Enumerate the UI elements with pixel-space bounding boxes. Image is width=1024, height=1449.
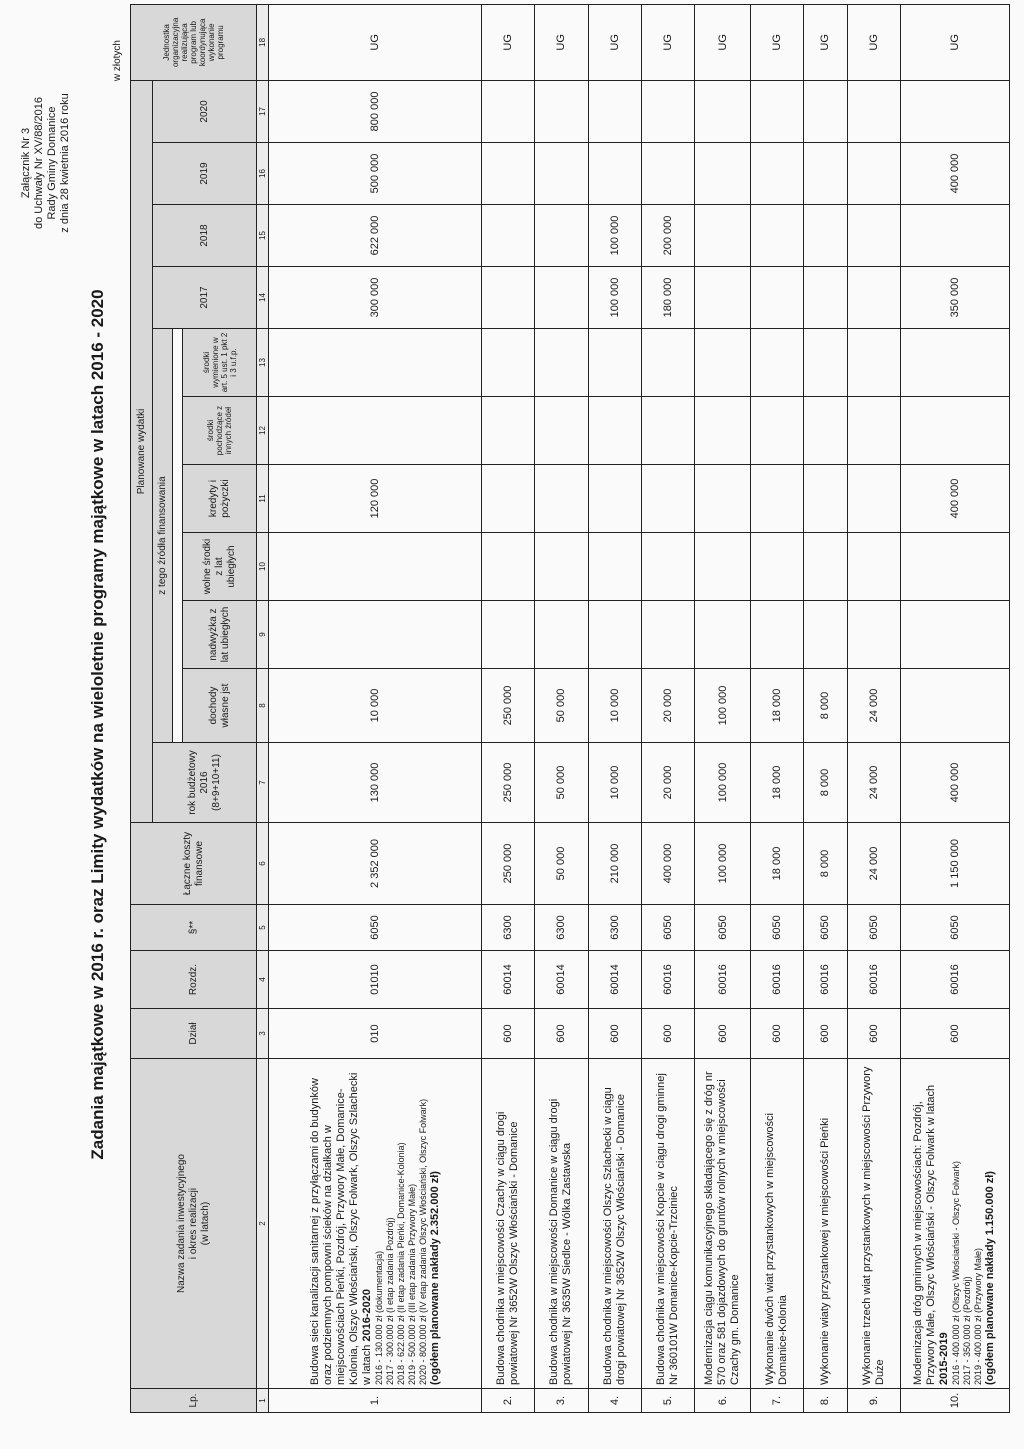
- art-funds-cell: [847, 329, 900, 397]
- total-cost-cell: 50 000: [535, 823, 588, 905]
- surplus-cell: [588, 601, 641, 669]
- free-funds-cell: [804, 533, 848, 601]
- own-income-cell: 18 000: [750, 669, 803, 743]
- year-2017-cell: [535, 267, 588, 329]
- task-name: Wykonanie dwóch wiat przystankowych w miejscowości Domanice-Kolonia: [763, 1113, 789, 1385]
- org-unit-cell: UG: [695, 4, 751, 80]
- year-2020-cell: [847, 80, 900, 142]
- task-name: Budowa chodnika w miejscowości Domanice w ciągu drogi powiatowej Nr 3635W Siedlce - Wólka Zastawska: [548, 1098, 574, 1385]
- other-sources-cell: [535, 397, 588, 465]
- total-cost-cell: 8 000: [804, 823, 848, 905]
- paragraph-cell: 6050: [269, 905, 482, 951]
- attachment-note: [20, 58, 72, 268]
- year-2020-cell: [750, 80, 803, 142]
- task-note: 2018 - 622.000 zł (II etap zadania Pieńki, Domanice-Kolonia): [395, 1142, 406, 1385]
- year-2017-cell: [804, 267, 848, 329]
- year-2020-cell: [535, 80, 588, 142]
- attachment-line: z dnia 28 kwietnia 2016 roku: [59, 93, 71, 233]
- org-unit-cell: UG: [535, 4, 588, 80]
- own-income-cell: 24 000: [847, 669, 900, 743]
- task-note: 2020 - 800.000 zł (IV etap zadania Olszyc Włościański, Olszyc Folwark): [417, 1098, 428, 1385]
- year-2017-cell: 100 000: [588, 267, 641, 329]
- task-name-cell: [695, 1059, 751, 1389]
- budget-2016-cell: 10 000: [588, 743, 641, 823]
- column-number: 17: [257, 80, 269, 142]
- budget-2016-cell: 8 000: [804, 743, 848, 823]
- credits-cell: 120 000: [269, 465, 482, 533]
- year-2017-cell: 180 000: [641, 267, 694, 329]
- year-2020-cell: [482, 80, 535, 142]
- task-name-cell: [482, 1059, 535, 1389]
- own-income-cell: 10 000: [588, 669, 641, 743]
- task-note: 2019 - 400.000 zł (Przywory Małe): [973, 1247, 984, 1385]
- column-number: 6: [257, 823, 269, 905]
- art-funds-cell: [482, 329, 535, 397]
- rozdz-cell: 60016: [641, 951, 694, 1009]
- task-name-cell: [900, 1059, 1009, 1389]
- header-other-sources: środki pochodzące z innych źródeł: [183, 397, 257, 465]
- column-number: 15: [257, 205, 269, 267]
- year-2018-cell: [482, 205, 535, 267]
- table-row: [695, 4, 751, 1412]
- paragraph-cell: 6050: [847, 905, 900, 951]
- column-number: 3: [257, 1009, 269, 1059]
- table-row: [641, 4, 694, 1412]
- total-cost-cell: 2 352 000: [269, 823, 482, 905]
- year-2020-cell: [900, 80, 1009, 142]
- column-number: 4: [257, 951, 269, 1009]
- other-sources-cell: [847, 397, 900, 465]
- attachment-line: Rady Gminy Domanice: [46, 106, 58, 220]
- task-name: Modernizacja dróg gminnych w miejscowościach: Pozdrój, Przywory Małe, Olszyc Włościański - Olszyc Folwark w latach: [912, 1084, 938, 1385]
- table-row: [269, 4, 482, 1412]
- total-cost-cell: 210 000: [588, 823, 641, 905]
- table-row: [847, 4, 900, 1412]
- org-unit-cell: UG: [900, 4, 1009, 80]
- free-funds-cell: [269, 533, 482, 601]
- attachment-line: Załącznik Nr 3: [20, 127, 32, 199]
- header-dzial: Dział: [131, 1009, 257, 1059]
- header-paragraph: §**: [131, 905, 257, 951]
- budget-2016-cell: 400 000: [900, 743, 1009, 823]
- free-funds-cell: [482, 533, 535, 601]
- credits-cell: [641, 465, 694, 533]
- task-name-cell: [269, 1059, 482, 1389]
- header-task-name: [131, 1059, 257, 1389]
- dzial-cell: 600: [750, 1009, 803, 1059]
- row-number: 6.: [695, 1389, 751, 1413]
- free-funds-cell: [900, 533, 1009, 601]
- org-unit-cell: UG: [847, 4, 900, 80]
- column-number: 11: [257, 465, 269, 533]
- year-2019-cell: 500 000: [269, 143, 482, 205]
- dzial-cell: 600: [847, 1009, 900, 1059]
- credits-cell: [588, 465, 641, 533]
- budget-2016-cell: 20 000: [641, 743, 694, 823]
- rozdz-cell: 60016: [847, 951, 900, 1009]
- column-number: 10: [257, 533, 269, 601]
- row-number: 1.: [269, 1389, 482, 1413]
- header-art-funds: środki wymienione w art. 5 ust. 1 pkt 2 i 3 u.f.p.: [183, 329, 257, 397]
- year-2017-cell: [482, 267, 535, 329]
- task-summary: (ogółem planowane nakłady 2.352.000 zł): [428, 1171, 441, 1385]
- year-2017-cell: [695, 267, 751, 329]
- year-2017-cell: 350 000: [900, 267, 1009, 329]
- other-sources-cell: [269, 397, 482, 465]
- year-2020-cell: [641, 80, 694, 142]
- year-2018-cell: [847, 205, 900, 267]
- budget-2016-cell: 100 000: [695, 743, 751, 823]
- paragraph-cell: 6300: [535, 905, 588, 951]
- art-funds-cell: [804, 329, 848, 397]
- column-number: 7: [257, 743, 269, 823]
- task-years: 2015-2019: [938, 1332, 951, 1385]
- column-number: 14: [257, 267, 269, 329]
- own-income-cell: 100 000: [695, 669, 751, 743]
- budget-2016-cell: 50 000: [535, 743, 588, 823]
- other-sources-cell: [750, 397, 803, 465]
- header-budget-year: rok budżetowy 2016 (8+9+10+11): [153, 743, 257, 823]
- year-2019-cell: 400 000: [900, 143, 1009, 205]
- year-2019-cell: [482, 143, 535, 205]
- other-sources-cell: [695, 397, 751, 465]
- row-number: 2.: [482, 1389, 535, 1413]
- rozdz-cell: 60016: [695, 951, 751, 1009]
- document-title: Zadania majątkowe w 2016 r. oraz Limity wydatków na wieloletnie programy majątkowe w latach 2016 - 2020: [88, 289, 107, 1160]
- surplus-cell: [847, 601, 900, 669]
- surplus-cell: [804, 601, 848, 669]
- budget-2016-cell: 130 000: [269, 743, 482, 823]
- column-number-row: [257, 4, 269, 1412]
- header-2017: 2017: [153, 267, 257, 329]
- task-name-cell: [804, 1059, 848, 1389]
- dzial-cell: 010: [269, 1009, 482, 1059]
- dzial-cell: 600: [482, 1009, 535, 1059]
- year-2019-cell: [804, 143, 848, 205]
- table-body: [269, 4, 1010, 1412]
- budget-2016-cell: 18 000: [750, 743, 803, 823]
- row-number: 8.: [804, 1389, 848, 1413]
- rozdz-cell: 60016: [900, 951, 1009, 1009]
- task-name: Modernizacja ciągu komunikacyjnego składającego się z dróg nr 570 oraz 581 dojazdowych do gruntów rolnych w miejscowości Czachy gm. Domanice: [703, 1071, 741, 1385]
- task-name-cell: [535, 1059, 588, 1389]
- task-name: Budowa sieci kanalizacji sanitarnej z przyłączami do budynków oraz podziemnych pompowni ścieków na działkach w miejscowościach Pieńki, Pozdrój, Przywory Małe, Domanice-Kolonia, Olszyc Włościański, Olszyc Folwark, Olszyc Szlachecki w latach: [308, 1072, 373, 1385]
- rozdz-cell: 60016: [804, 951, 848, 1009]
- free-funds-cell: [695, 533, 751, 601]
- other-sources-cell: [900, 397, 1009, 465]
- dzial-cell: 600: [695, 1009, 751, 1059]
- total-cost-cell: 24 000: [847, 823, 900, 905]
- free-funds-cell: [847, 533, 900, 601]
- task-summary: (ogółem planowane nakłady 1.150.000 zł): [984, 1171, 997, 1385]
- task-years: 2016-2020: [360, 1288, 373, 1342]
- paragraph-cell: 6300: [482, 905, 535, 951]
- year-2020-cell: [695, 80, 751, 142]
- paragraph-cell: 6050: [641, 905, 694, 951]
- surplus-cell: [269, 601, 482, 669]
- task-name-cell: [588, 1059, 641, 1389]
- task-name: Wykonanie trzech wiat przystankowych w miejscowości Przywory Duże: [860, 1066, 886, 1385]
- rozdz-cell: 01010: [269, 951, 482, 1009]
- org-unit-cell: UG: [588, 4, 641, 80]
- task-note: 2019 - 500.000 zł (III etap zadania Przywory Małe): [406, 1183, 417, 1385]
- row-number: 7.: [750, 1389, 803, 1413]
- total-cost-cell: 250 000: [482, 823, 535, 905]
- rozdz-cell: 60014: [588, 951, 641, 1009]
- org-unit-cell: UG: [482, 4, 535, 80]
- art-funds-cell: [535, 329, 588, 397]
- table-row: [804, 4, 848, 1412]
- currency-unit: w złotych: [112, 40, 123, 82]
- paragraph-cell: 6050: [804, 905, 848, 951]
- own-income-cell: 50 000: [535, 669, 588, 743]
- free-funds-cell: [588, 533, 641, 601]
- year-2018-cell: [535, 205, 588, 267]
- free-funds-cell: [641, 533, 694, 601]
- total-cost-cell: 18 000: [750, 823, 803, 905]
- task-note: 2016 - 400.000 zł (Olszyc Włościański - Olszyc Folwark): [951, 1160, 962, 1385]
- year-2020-cell: [804, 80, 848, 142]
- credits-cell: 400 000: [900, 465, 1009, 533]
- budget-2016-cell: 250 000: [482, 743, 535, 823]
- row-number: 3.: [535, 1389, 588, 1413]
- year-2019-cell: [641, 143, 694, 205]
- credits-cell: [804, 465, 848, 533]
- header-planned-expenses: Planowane wydatki: [131, 80, 153, 822]
- table-row: [482, 4, 535, 1412]
- surplus-cell: [482, 601, 535, 669]
- column-number: 1: [257, 1389, 269, 1413]
- surplus-cell: [535, 601, 588, 669]
- surplus-cell: [641, 601, 694, 669]
- header-lp: Lp.: [131, 1389, 257, 1413]
- org-unit-cell: UG: [641, 4, 694, 80]
- art-funds-cell: [900, 329, 1009, 397]
- credits-cell: [695, 465, 751, 533]
- task-note: 2017 - 300.000 zł (I etap zadania Pozdrój): [384, 1217, 395, 1385]
- year-2019-cell: [847, 143, 900, 205]
- dzial-cell: 600: [588, 1009, 641, 1059]
- header-free-funds: wolne środki z lat ubiegłych: [183, 533, 257, 601]
- paragraph-cell: 6300: [588, 905, 641, 951]
- header-line: Nazwa zadania inwestycyjnego: [175, 1154, 187, 1293]
- header-own-income: dochody własne jst: [183, 669, 257, 743]
- column-number: 8: [257, 669, 269, 743]
- column-number: 18: [257, 4, 269, 80]
- org-unit-cell: UG: [269, 4, 482, 80]
- task-name: Budowa chodnika w miejscowości Olszyc Szlachecki w ciągu drogi powiatowej Nr 3652W Olszyc Włościański - Domanice: [601, 1087, 627, 1385]
- org-unit-cell: UG: [750, 4, 803, 80]
- free-funds-cell: [750, 533, 803, 601]
- paragraph-cell: 6050: [695, 905, 751, 951]
- year-2017-cell: [847, 267, 900, 329]
- other-sources-cell: [588, 397, 641, 465]
- year-2020-cell: [588, 80, 641, 142]
- art-funds-cell: [750, 329, 803, 397]
- total-cost-cell: 400 000: [641, 823, 694, 905]
- art-funds-cell: [269, 329, 482, 397]
- table-row: [750, 4, 803, 1412]
- column-number: 13: [257, 329, 269, 397]
- budget-2016-cell: 24 000: [847, 743, 900, 823]
- column-number: 16: [257, 143, 269, 205]
- task-name: Budowa chodnika w miejscowości Czachy w ciągu drogi powiatowej Nr 3652W Olszyc Włościański - Domanice: [495, 1111, 521, 1385]
- art-funds-cell: [641, 329, 694, 397]
- header-credits: kredyty i pożyczki: [183, 465, 257, 533]
- task-note: 2017 - 350.000 zł (Pozdrój): [962, 1276, 973, 1385]
- paragraph-cell: 6050: [900, 905, 1009, 951]
- row-number: 10.: [900, 1389, 1009, 1413]
- rozdz-cell: 60014: [482, 951, 535, 1009]
- art-funds-cell: [695, 329, 751, 397]
- year-2019-cell: [750, 143, 803, 205]
- table-row: [535, 4, 588, 1412]
- header-2020: 2020: [153, 80, 257, 142]
- header-surplus: nadwyżka z lat ubiegłych: [183, 601, 257, 669]
- own-income-cell: [900, 669, 1009, 743]
- year-2018-cell: [695, 205, 751, 267]
- column-number: 2: [257, 1059, 269, 1389]
- dzial-cell: 600: [535, 1009, 588, 1059]
- credits-cell: [847, 465, 900, 533]
- other-sources-cell: [641, 397, 694, 465]
- other-sources-cell: [482, 397, 535, 465]
- year-2017-cell: [750, 267, 803, 329]
- header-line: (w latach): [199, 1201, 211, 1246]
- header-line: i okres realizacji: [187, 1187, 199, 1260]
- year-2019-cell: [535, 143, 588, 205]
- attachment-line: do Uchwały Nr XV/88/2016: [33, 96, 45, 230]
- year-2018-cell: 200 000: [641, 205, 694, 267]
- own-income-cell: 250 000: [482, 669, 535, 743]
- year-2018-cell: [750, 205, 803, 267]
- surplus-cell: [695, 601, 751, 669]
- own-income-cell: 20 000: [641, 669, 694, 743]
- table-row: [588, 4, 641, 1412]
- own-income-cell: 8 000: [804, 669, 848, 743]
- table-row: [900, 4, 1009, 1412]
- year-2018-cell: 100 000: [588, 205, 641, 267]
- row-number: 4.: [588, 1389, 641, 1413]
- row-number: 9.: [847, 1389, 900, 1413]
- credits-cell: [750, 465, 803, 533]
- other-sources-cell: [804, 397, 848, 465]
- dzial-cell: 600: [804, 1009, 848, 1059]
- column-number: 9: [257, 601, 269, 669]
- free-funds-cell: [535, 533, 588, 601]
- credits-cell: [482, 465, 535, 533]
- year-2019-cell: [695, 143, 751, 205]
- task-note: 2016 - 130.000 zł (dokumentacja): [373, 1250, 384, 1385]
- year-2018-cell: [804, 205, 848, 267]
- rozdz-cell: 60016: [750, 951, 803, 1009]
- year-2017-cell: 300 000: [269, 267, 482, 329]
- header-rozdz: Rozdz.: [131, 951, 257, 1009]
- paragraph-cell: 6050: [750, 905, 803, 951]
- header-org-unit: Jednostka organizacyjna realizująca program lub koordynująca wykonanie programu: [131, 4, 257, 80]
- total-cost-cell: 100 000: [695, 823, 751, 905]
- surplus-cell: [900, 601, 1009, 669]
- surplus-cell: [750, 601, 803, 669]
- task-name-cell: [750, 1059, 803, 1389]
- year-2020-cell: 800 000: [269, 80, 482, 142]
- dzial-cell: 600: [641, 1009, 694, 1059]
- total-cost-cell: 1 150 000: [900, 823, 1009, 905]
- credits-cell: [535, 465, 588, 533]
- header-sources: z tego źródła finansowania: [153, 329, 173, 743]
- header-2018: 2018: [153, 205, 257, 267]
- dzial-cell: 600: [900, 1009, 1009, 1059]
- year-2019-cell: [588, 143, 641, 205]
- year-2018-cell: [900, 205, 1009, 267]
- own-income-cell: 10 000: [269, 669, 482, 743]
- task-name-cell: [847, 1059, 900, 1389]
- column-number: 12: [257, 397, 269, 465]
- rotated-sheet: [12, 17, 1012, 1417]
- rozdz-cell: 60014: [535, 951, 588, 1009]
- header-2019: 2019: [153, 143, 257, 205]
- art-funds-cell: [588, 329, 641, 397]
- header-total-cost: Łączne koszty finansowe: [131, 823, 257, 905]
- investment-table: [130, 4, 1010, 1413]
- year-2018-cell: 622 000: [269, 205, 482, 267]
- row-number: 5.: [641, 1389, 694, 1413]
- org-unit-cell: UG: [804, 4, 848, 80]
- task-name-cell: [641, 1059, 694, 1389]
- task-name: Budowa chodnika w miejscowości Kopcie w ciągu drogi gminnej Nr 360101W Domanice-Kopcie-Trzciniec: [655, 1073, 681, 1385]
- task-name: Wykonanie wiaty przystankowej w miejscowości Pieńki: [818, 1117, 831, 1385]
- column-number: 5: [257, 905, 269, 951]
